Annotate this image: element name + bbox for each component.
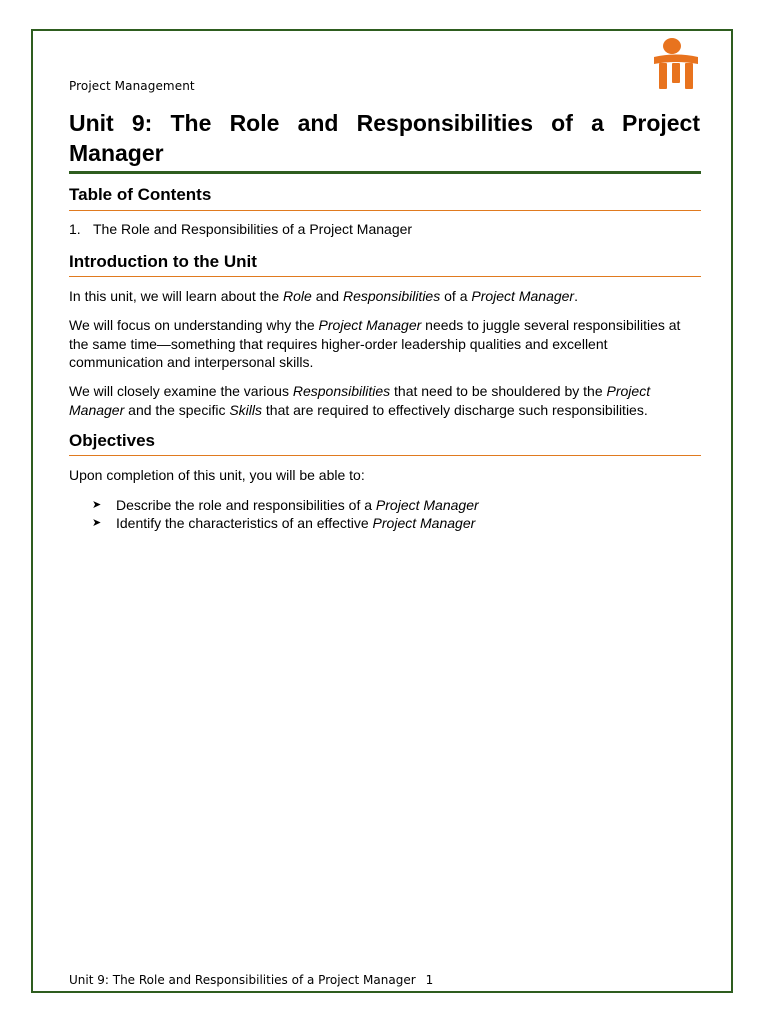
arrow-bullet-icon: ➤ xyxy=(92,499,102,511)
intro-paragraph-2: We will focus on understanding why the Project Manager needs to juggle several responsibilities at the same time—something that requires higher-order leadership qualities and excellent communication and interpersonal skills. xyxy=(69,317,681,370)
list-item: ➤ Identify the characteristics of an effective Project Manager xyxy=(92,515,476,531)
intro-paragraph-3: We will closely examine the various Responsibilities that need to be shouldered by the Project Manager and the specific Skills that are required to effectively discharge such responsibilities. xyxy=(69,383,651,418)
arrow-bullet-icon: ➤ xyxy=(92,517,102,529)
list-item: ➤ Describe the role and responsibilities of a Project Manager xyxy=(92,497,479,513)
objectives-lead: Upon completion of this unit, you will be able to: xyxy=(69,467,365,483)
objectives-heading: Objectives xyxy=(69,431,155,450)
page-number: 1 xyxy=(425,973,434,987)
toc-item-text: The Role and Responsibilities of a Project Manager xyxy=(93,221,413,237)
footer-text: Unit 9: The Role and Responsibilities of a Project Manager xyxy=(69,973,416,987)
toc-item-number: 1. xyxy=(69,221,81,237)
header-label: Project Management xyxy=(69,79,195,93)
toc-heading: Table of Contents xyxy=(69,185,212,204)
title-divider xyxy=(69,171,701,174)
toc-item[interactable] xyxy=(69,221,412,237)
page-footer xyxy=(69,973,433,987)
toc-divider xyxy=(69,210,701,211)
orange-m-logo-icon xyxy=(652,37,700,93)
objectives-divider xyxy=(69,455,701,456)
page-title: Unit 9: The Role and Responsibilities of a Project Manager xyxy=(69,110,700,166)
intro-heading: Introduction to the Unit xyxy=(69,252,257,271)
intro-paragraph-1: In this unit, we will learn about the Role and Responsibilities of a Project Manager. xyxy=(69,288,578,304)
intro-divider xyxy=(69,276,701,277)
objectives-list xyxy=(92,496,479,532)
